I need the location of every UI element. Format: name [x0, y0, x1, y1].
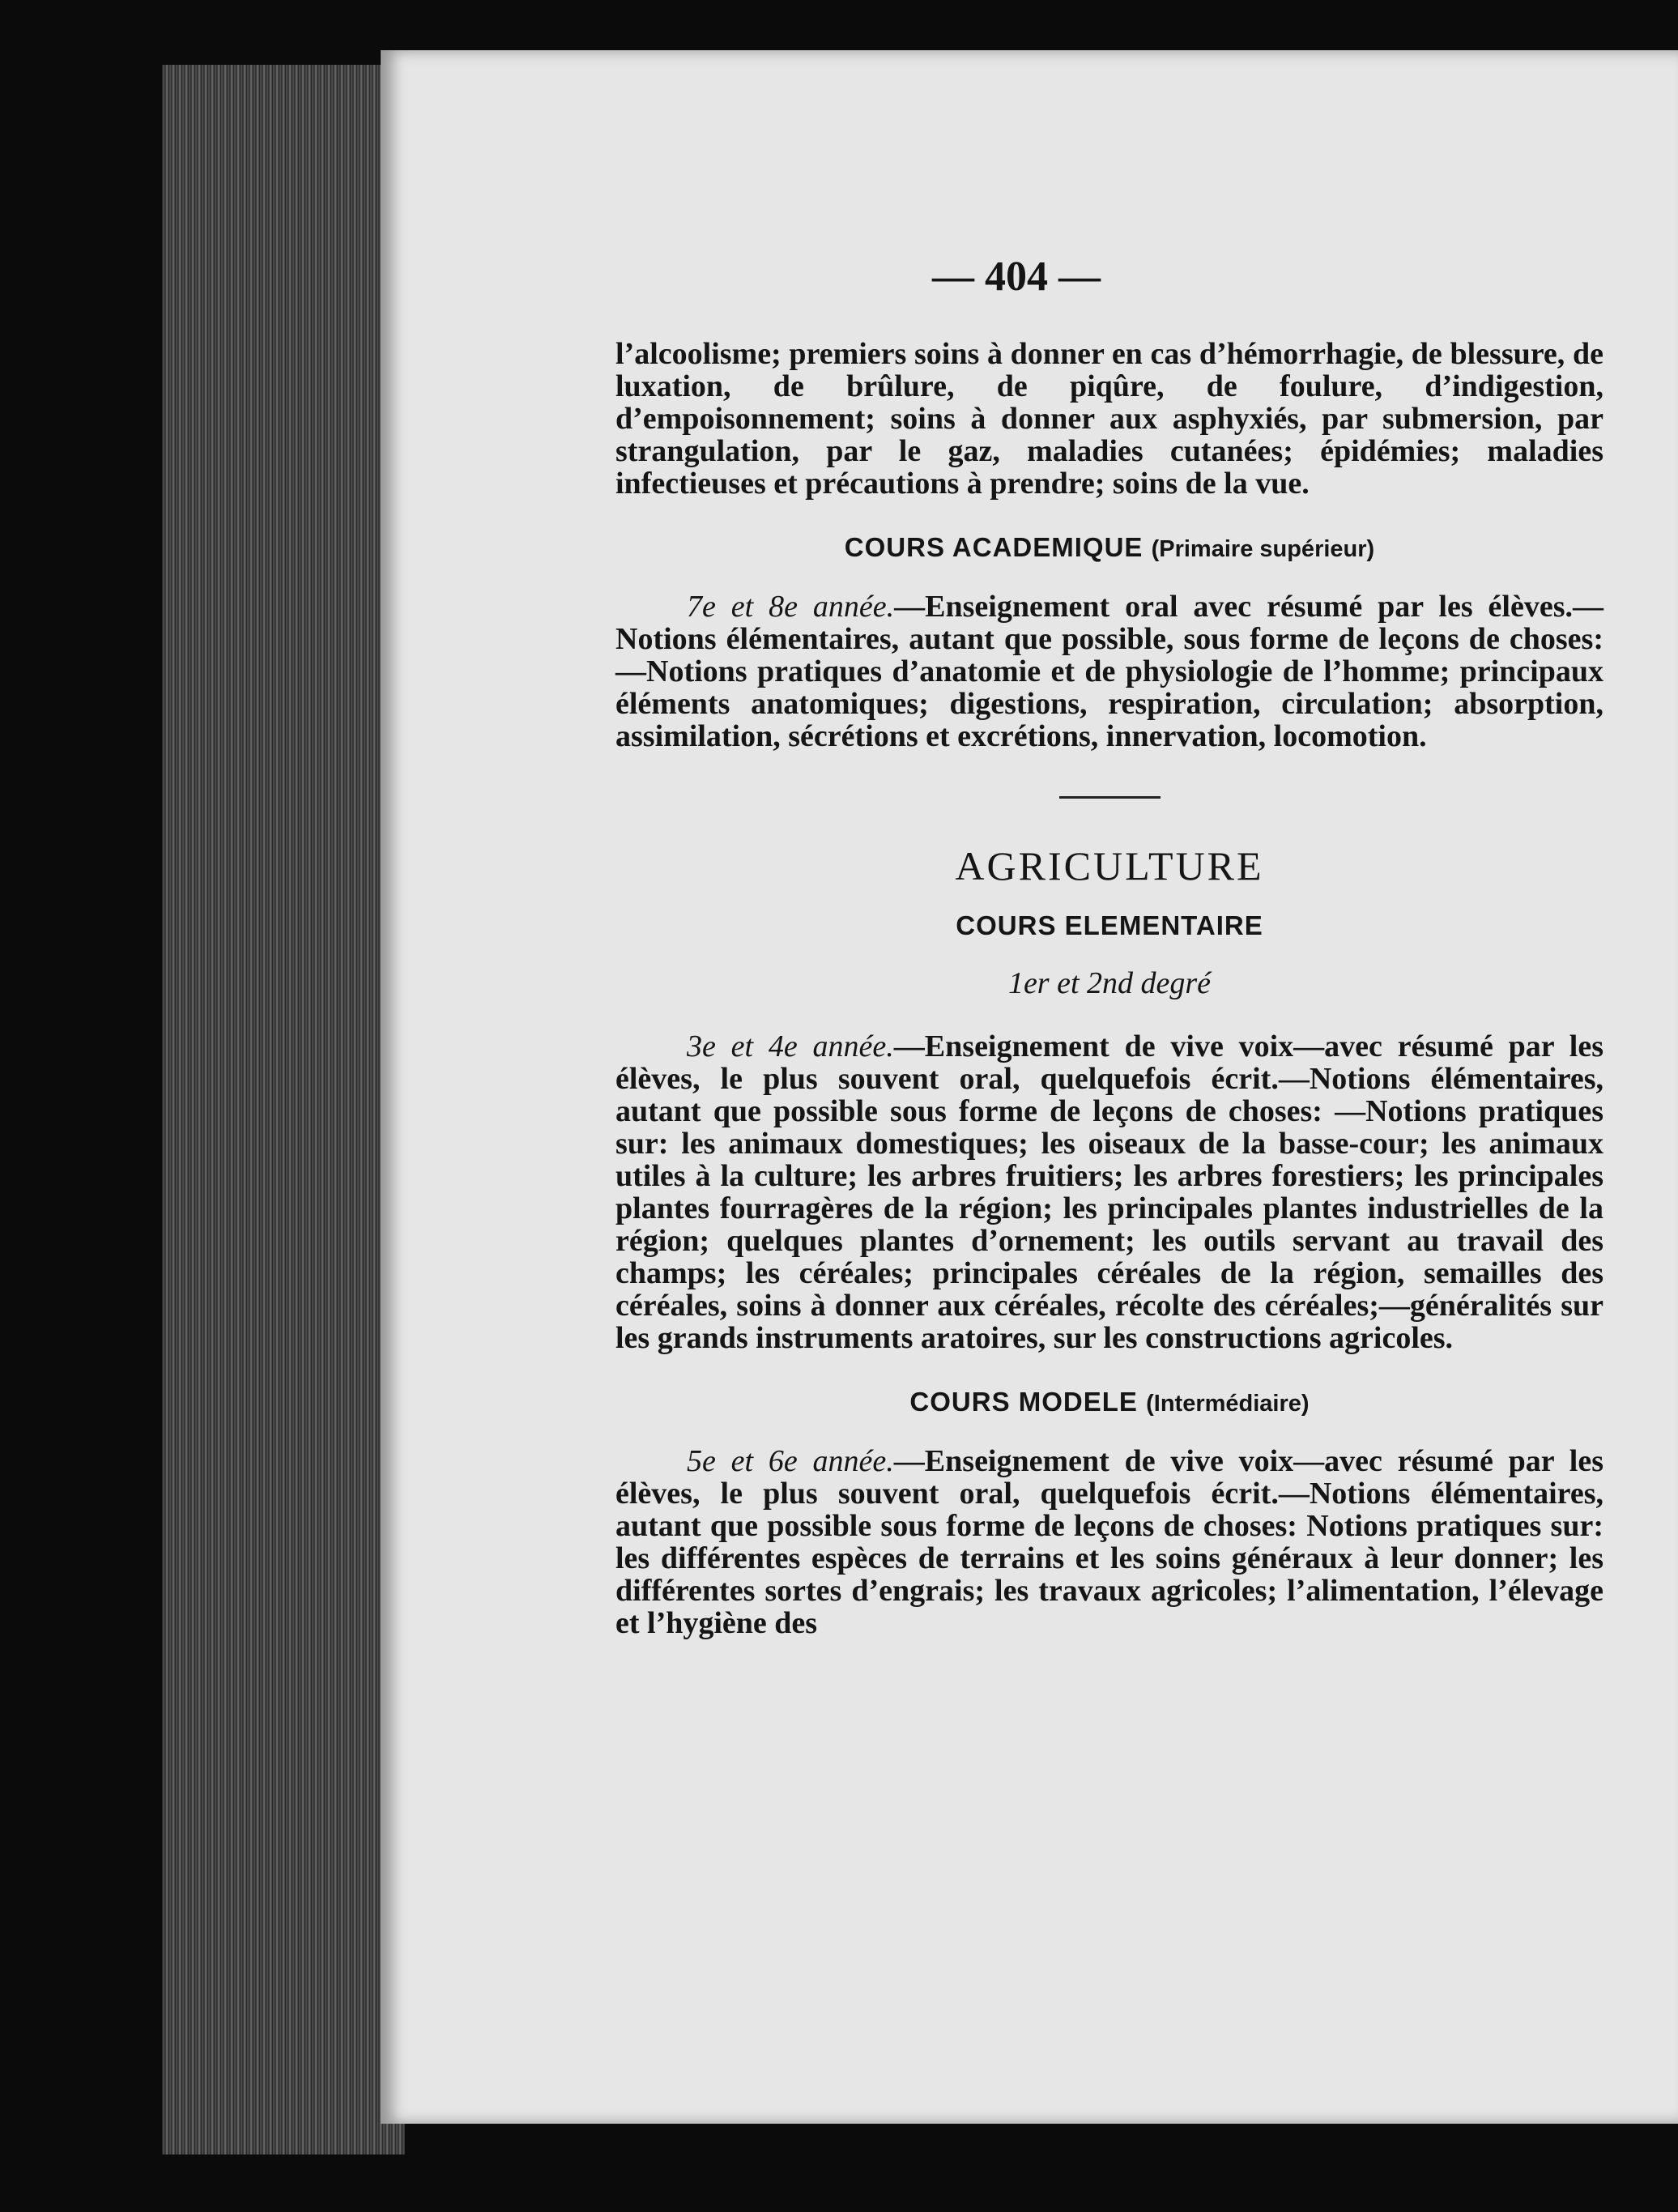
heading-cours-modele — [615, 1387, 1603, 1417]
book-page-edges — [162, 65, 405, 2154]
heading-text: COURS MODELE — [909, 1387, 1138, 1417]
paragraph-text: —Enseignement de vive voix—avec résumé par les élèves, le plus souvent oral, quelquefois écrit.—Notions élémentaires, autant que possible sous forme de leçons de choses: Notions pratiques sur: les différentes espèces de terrains et les soins généraux à leur donner; les différentes sortes d’engrais; les travaux agricoles; l’alimentation, l’élevage et l’hygiène des — [615, 1444, 1604, 1640]
year-label: 3e et 4e année. — [687, 1029, 894, 1063]
heading-cours-elementaire — [615, 910, 1603, 941]
paragraph-academique — [615, 590, 1603, 752]
heading-cours-academique — [615, 532, 1603, 563]
page-number: — 404 — — [932, 254, 1101, 300]
book-page — [381, 50, 1678, 2124]
heading-text: COURS ELEMENTAIRE — [956, 910, 1263, 940]
year-label: 7e et 8e année. — [687, 590, 895, 624]
paragraph-elementaire — [615, 1030, 1603, 1354]
section-divider — [1059, 796, 1161, 799]
paragraph-hygiene-continued: l’alcoolisme; premiers soins à donner en cas d’hémorrhagie, de blessure, de luxation, de brûlure, de piqûre, de foulure, d’indigestion, d’empoisonnement; soins à donner aux asphyxiés, par submersion, par strangulation, par le gaz, maladies cutanées; épidémies; maladies infectieuses et précautions à prendre; soins de la vue. — [615, 337, 1603, 501]
paragraph-text: —Enseignement de vive voix—avec résumé par les élèves, le plus souvent oral, quelquefois écrit.—Notions élémentaires, autant que possible sous forme de leçons de choses: —Notions pratiques sur: les animaux domestiques; les oiseaux de la basse-cour; les animaux utiles à la culture; les arbres fruitiers; les arbres forestiers; les principales plantes fourragères de la région; les principales plantes industrielles de la région; quelques plantes d’ornement; les outils servant au travail des champs; les céréales; principales céréales de la région, semailles des céréales, soins à donner aux céréales, récolte des céréales;—généralités sur les grands instruments aratoires, sur les constructions agricoles. — [615, 1029, 1604, 1355]
year-label: 5e et 6e année. — [687, 1444, 894, 1478]
heading-subtitle: (Primaire supérieur) — [1151, 536, 1375, 562]
heading-subtitle: (Intermédiaire) — [1146, 1391, 1310, 1417]
degree-label: 1er et 2nd degré — [1007, 966, 1212, 1000]
paragraph-modele — [615, 1445, 1603, 1639]
heading-text: COURS ACADEMIQUE — [844, 532, 1144, 562]
paragraph-text: —Enseignement oral avec résumé par les élèves.—Notions élémentaires, autant que possible, sous forme de leçons de choses:—Notions pratiques d’anatomie et de physiologie de l’homme; principaux éléments anatomiques; digestions, respiration, circulation; absorption, assimilation, sécrétions et excrétions, innervation, locomotion. — [615, 590, 1603, 753]
page-content — [615, 253, 1603, 1639]
section-title-agriculture: AGRICULTURE — [955, 843, 1264, 889]
